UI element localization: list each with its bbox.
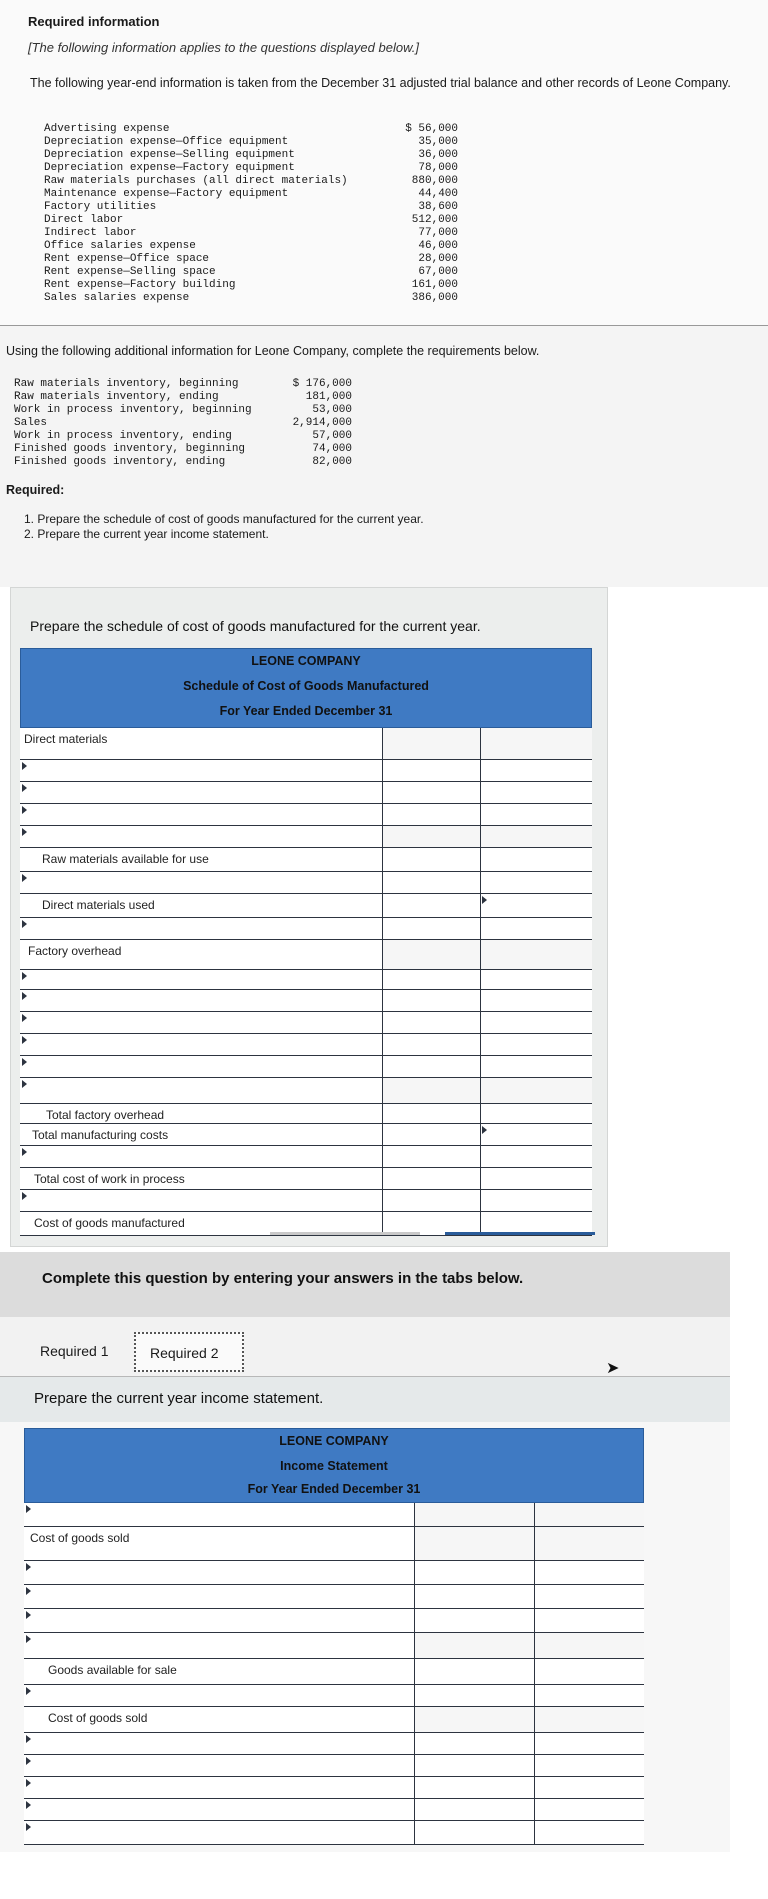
row-arrow-icon <box>22 828 27 836</box>
mouse-cursor-icon: ➤ <box>606 1360 620 1377</box>
cogm-period: For Year Ended December 31 <box>219 704 393 718</box>
amount-input-1 <box>414 1527 534 1560</box>
amount-input-2[interactable] <box>480 1190 592 1211</box>
amount-input-2[interactable] <box>534 1777 644 1798</box>
amount-input-1[interactable] <box>414 1755 534 1776</box>
row-arrow-icon <box>26 1779 31 1787</box>
amount-input-2 <box>534 1633 644 1658</box>
row-input[interactable] <box>24 1821 644 1845</box>
row-arrow-icon <box>26 1505 31 1513</box>
amount-input-2[interactable] <box>480 1104 592 1123</box>
amount-input-1[interactable] <box>382 1146 480 1167</box>
row-input[interactable] <box>24 1733 644 1755</box>
additional-info-amounts: $ 176,000 181,000 53,000 2,914,000 57,000 74,000 82,000 <box>292 378 352 468</box>
cogm-title: Schedule of Cost of Goods Manufactured <box>183 679 429 693</box>
amount-input-2[interactable] <box>480 1034 592 1055</box>
table-row <box>20 728 592 760</box>
amount-input-2[interactable] <box>534 1659 644 1684</box>
amount-input-2[interactable] <box>480 1056 592 1077</box>
row-arrow-icon <box>22 806 27 814</box>
additional-info-intro: Using the following additional information for Leone Company, complete the requirements below. <box>6 344 540 358</box>
amount-input-2[interactable] <box>534 1609 644 1632</box>
row-arrow-icon <box>26 1757 31 1765</box>
amount-input-2[interactable] <box>480 1124 592 1145</box>
row-input[interactable] <box>24 1755 644 1777</box>
amount-input-2[interactable] <box>534 1561 644 1584</box>
amount-input-1[interactable] <box>382 760 480 781</box>
trial-balance-amounts: $ 56,000 35,000 36,000 78,000 880,000 44,400 38,600 512,000 77,000 46,000 28,000 67,000 161,000 386,000 <box>405 123 458 304</box>
amount-input-2[interactable] <box>480 1146 592 1167</box>
amount-input-1[interactable] <box>382 1104 480 1123</box>
amount-input-2[interactable] <box>534 1685 644 1706</box>
row-arrow-icon <box>22 1080 27 1088</box>
required-info-title: Required information <box>28 14 160 29</box>
row-arrow-icon <box>26 1823 31 1831</box>
row-label: Cost of goods sold <box>30 1531 130 1545</box>
amount-input-1 <box>414 1707 534 1732</box>
amount-input-1[interactable] <box>382 1034 480 1055</box>
amount-input-2[interactable] <box>480 872 592 893</box>
amount-input-2 <box>534 1707 644 1732</box>
row-input[interactable] <box>24 1633 644 1659</box>
row-label: Raw materials available for use <box>42 852 209 866</box>
cogm-header <box>20 648 592 728</box>
scrollbar-thumb[interactable] <box>445 1232 595 1235</box>
amount-input-1 <box>414 1633 534 1658</box>
amount-input-2[interactable] <box>480 804 592 825</box>
row-input[interactable] <box>20 970 592 990</box>
row-label: Direct materials <box>24 732 108 746</box>
cell-arrow-icon <box>482 896 487 904</box>
section-divider <box>0 325 768 326</box>
table-row <box>20 1124 592 1146</box>
cell-arrow-icon <box>482 1126 487 1134</box>
amount-input-2[interactable] <box>480 1012 592 1033</box>
row-arrow-icon <box>22 1192 27 1200</box>
amount-input-2 <box>480 940 592 969</box>
row-input[interactable] <box>20 826 592 848</box>
amount-input-1 <box>382 1078 480 1103</box>
income-period: For Year Ended December 31 <box>247 1482 421 1496</box>
amount-input-1[interactable] <box>382 1124 480 1145</box>
row-arrow-icon <box>22 920 27 928</box>
amount-input-2[interactable] <box>480 990 592 1011</box>
income-prompt: Prepare the current year income statement. <box>34 1390 324 1407</box>
amount-input-1[interactable] <box>414 1777 534 1798</box>
amount-input-2 <box>480 826 592 847</box>
amount-input-2 <box>534 1527 644 1560</box>
table-row <box>24 1659 644 1685</box>
amount-input-2[interactable] <box>534 1755 644 1776</box>
row-input[interactable] <box>20 1034 592 1056</box>
required-info-subtitle: [The following information applies to the questions displayed below.] <box>28 40 419 55</box>
row-arrow-icon <box>26 1801 31 1809</box>
amount-input-1[interactable] <box>414 1799 534 1820</box>
amount-input-1[interactable] <box>382 990 480 1011</box>
row-input[interactable] <box>24 1777 644 1799</box>
row-input[interactable] <box>20 872 592 894</box>
amount-input-1[interactable] <box>382 970 480 989</box>
row-input[interactable] <box>24 1585 644 1609</box>
row-input[interactable] <box>20 1146 592 1168</box>
amount-input-1 <box>382 826 480 847</box>
amount-input-2 <box>480 728 592 759</box>
table-row <box>20 894 592 918</box>
row-label: Total cost of work in process <box>34 1172 185 1186</box>
amount-input-1[interactable] <box>382 1190 480 1211</box>
trial-balance-accounts: Advertising expense Depreciation expense—Office equipment Depreciation expense—Selling equipment Depreciation expense—Factory equipment Raw materials purchases (all direct materials) Maintenance expense—Factory equipment Factory utilities Direct labor Indirect labor Office salaries expense Rent expense—Office space Rent expense—Selling space Rent expense—Factory building Sales salaries expense <box>44 123 348 304</box>
row-input[interactable] <box>24 1561 644 1585</box>
row-input[interactable] <box>24 1799 644 1821</box>
row-input[interactable] <box>20 760 592 782</box>
amount-input-2[interactable] <box>534 1821 644 1844</box>
row-arrow-icon <box>22 972 27 980</box>
row-label: Cost of goods manufactured <box>34 1216 185 1230</box>
additional-info-accounts: Raw materials inventory, beginning Raw materials inventory, ending Work in process inventory, beginning Sales Work in process inventory, ending Finished goods inventory, beginning Finished goods inventory, ending <box>14 378 252 468</box>
tab-required-2[interactable]: Required 2 <box>134 1332 244 1372</box>
row-arrow-icon <box>26 1587 31 1595</box>
row-arrow-icon <box>22 874 27 882</box>
row-label: Goods available for sale <box>48 1663 177 1677</box>
amount-input-2 <box>534 1503 644 1526</box>
row-arrow-icon <box>26 1611 31 1619</box>
amount-input-1 <box>414 1503 534 1526</box>
table-row <box>24 1527 644 1561</box>
amount-input-2[interactable] <box>480 918 592 939</box>
row-input[interactable] <box>24 1609 644 1633</box>
row-label: Total manufacturing costs <box>32 1128 169 1142</box>
amount-input-2[interactable] <box>480 760 592 781</box>
amount-input-2[interactable] <box>480 848 592 871</box>
tab-required-1[interactable]: Required 1 <box>40 1343 109 1359</box>
required-item-1: 1. Prepare the schedule of cost of goods manufactured for the current year. <box>24 512 424 526</box>
table-row <box>20 1104 592 1124</box>
amount-input-1[interactable] <box>414 1659 534 1684</box>
amount-input-1[interactable] <box>414 1609 534 1632</box>
amount-input-1[interactable] <box>382 918 480 939</box>
income-header <box>24 1428 644 1503</box>
amount-input-1[interactable] <box>382 894 480 917</box>
row-arrow-icon <box>22 1058 27 1066</box>
required-item-2: 2. Prepare the current year income statement. <box>24 527 269 541</box>
amount-input-1[interactable] <box>382 1012 480 1033</box>
amount-input-2[interactable] <box>480 782 592 803</box>
row-label: Cost of goods sold <box>48 1711 148 1725</box>
cogm-prompt: Prepare the schedule of cost of goods manufactured for the current year. <box>30 618 481 634</box>
amount-input-1 <box>382 940 480 969</box>
row-input[interactable] <box>20 1078 592 1104</box>
amount-input-1[interactable] <box>382 782 480 803</box>
income-title: Income Statement <box>280 1459 388 1473</box>
row-input[interactable] <box>20 918 592 940</box>
amount-input-1[interactable] <box>414 1561 534 1584</box>
table-row <box>24 1707 644 1733</box>
amount-input-1[interactable] <box>382 872 480 893</box>
amount-input-1[interactable] <box>414 1685 534 1706</box>
row-arrow-icon <box>26 1735 31 1743</box>
cogm-company: LEONE COMPANY <box>251 654 361 668</box>
row-arrow-icon <box>26 1635 31 1643</box>
instruction-text: Complete this question by entering your answers in the tabs below. <box>42 1270 524 1287</box>
row-input[interactable] <box>20 1190 592 1212</box>
row-arrow-icon <box>26 1687 31 1695</box>
amount-input-2[interactable] <box>534 1733 644 1754</box>
amount-input-2[interactable] <box>480 970 592 989</box>
amount-input-1[interactable] <box>382 1056 480 1077</box>
amount-input-1[interactable] <box>382 1168 480 1189</box>
income-company: LEONE COMPANY <box>279 1434 389 1448</box>
row-input[interactable] <box>20 782 592 804</box>
table-row <box>20 940 592 970</box>
amount-input-2 <box>480 1078 592 1103</box>
row-arrow-icon <box>22 762 27 770</box>
amount-input-2[interactable] <box>480 1168 592 1189</box>
amount-input-1[interactable] <box>414 1585 534 1608</box>
row-input[interactable] <box>24 1685 644 1707</box>
scrollbar-track[interactable] <box>270 1232 420 1235</box>
row-label: Direct materials used <box>42 898 155 912</box>
row-label: Total factory overhead <box>46 1108 165 1122</box>
row-arrow-icon <box>22 1148 27 1156</box>
table-row <box>20 848 592 872</box>
amount-input-2[interactable] <box>534 1585 644 1608</box>
row-arrow-icon <box>22 1036 27 1044</box>
amount-input-2[interactable] <box>480 894 592 917</box>
table-row <box>20 1168 592 1190</box>
row-input[interactable] <box>20 990 592 1012</box>
row-arrow-icon <box>22 784 27 792</box>
amount-input-1 <box>382 728 480 759</box>
row-arrow-icon <box>22 992 27 1000</box>
intro-text: The following year-end information is taken from the December 31 adjusted trial balance and other records of Leone Company. <box>30 76 731 90</box>
amount-input-1[interactable] <box>414 1733 534 1754</box>
row-input[interactable] <box>20 1056 592 1078</box>
row-input[interactable] <box>20 804 592 826</box>
required-label: Required: <box>6 483 65 497</box>
amount-input-2[interactable] <box>534 1799 644 1820</box>
amount-input-1[interactable] <box>382 848 480 871</box>
row-arrow-icon <box>26 1563 31 1571</box>
row-input[interactable] <box>20 1012 592 1034</box>
row-arrow-icon <box>22 1014 27 1022</box>
required-list <box>24 512 424 542</box>
row-label: Factory overhead <box>28 944 122 958</box>
amount-input-1[interactable] <box>382 804 480 825</box>
row-input[interactable] <box>24 1503 644 1527</box>
amount-input-1[interactable] <box>414 1821 534 1844</box>
